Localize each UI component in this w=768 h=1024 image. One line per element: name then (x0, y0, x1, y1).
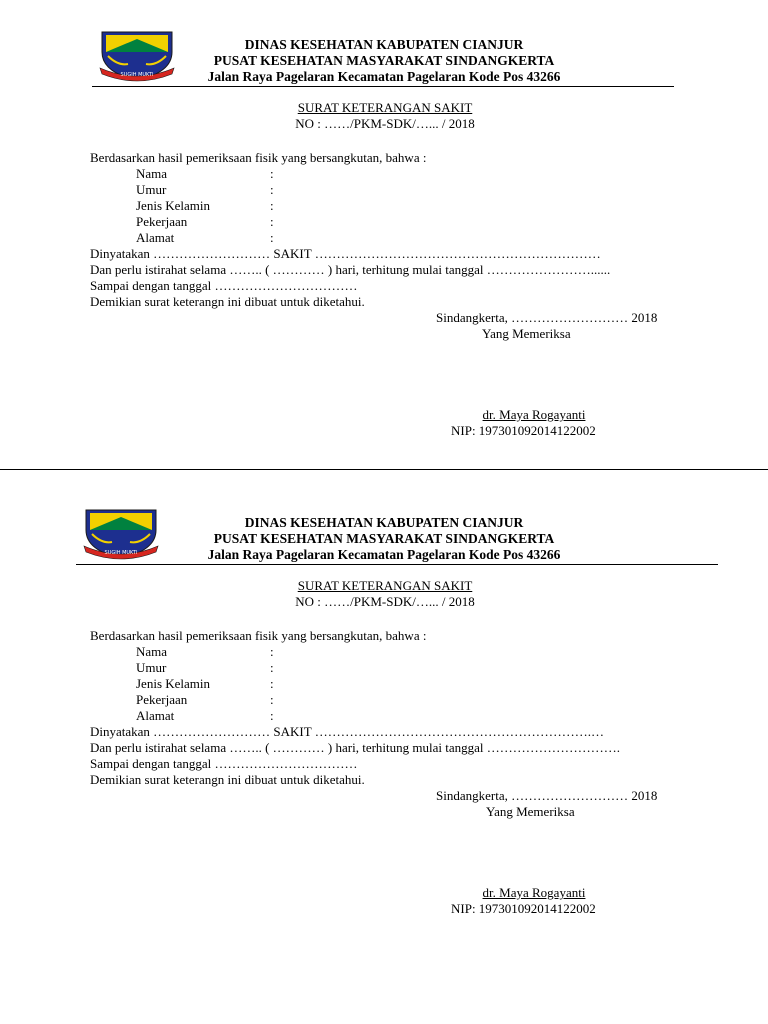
letter-number: NO : ……/PKM-SDK/…... / 2018 (295, 116, 475, 131)
field-label-alamat: Alamat (136, 230, 175, 245)
examiner-title: Yang Memeriksa (482, 326, 571, 341)
header-rule (92, 86, 674, 87)
header-line-3: Jalan Raya Pagelaran Kecamatan Pagelaran Kode Pos 43266 (207, 547, 561, 562)
header-line-1: DINAS KESEHATAN KABUPATEN CIANJUR (244, 37, 524, 52)
field-colon: : (270, 708, 274, 723)
sampai-line: Sampai dengan tanggal …………………………… (90, 278, 358, 293)
letter-copy-1 (0, 0, 768, 470)
logo-motto: SUGIH MUKTI (104, 550, 138, 556)
field-colon: : (270, 692, 274, 707)
field-label-jenis-kelamin: Jenis Kelamin (136, 676, 211, 691)
demikian-line: Demikian surat keterangn ini dibuat untuk diketahui. (90, 772, 365, 787)
cut-line (0, 469, 768, 470)
intro-text: Berdasarkan hasil pemeriksaan fisik yang bersangkutan, bahwa : (90, 628, 427, 643)
field-colon: : (270, 166, 274, 181)
letter-copy-2 (0, 478, 768, 948)
doctor-name: dr. Maya Rogayanti (482, 407, 586, 422)
field-colon: : (270, 676, 274, 691)
place-date: Sindangkerta, ……………………… 2018 (436, 310, 658, 325)
field-colon: : (270, 198, 274, 213)
header-rule (76, 564, 718, 565)
demikian-line: Demikian surat keterangn ini dibuat untuk diketahui. (90, 294, 365, 309)
istirahat-line: Dan perlu istirahat selama …….. ( ………… ) hari, terhitung mulai tanggal …………………………. (90, 740, 621, 755)
place-date: Sindangkerta, ……………………… 2018 (436, 788, 658, 803)
cianjur-emblem-icon (98, 30, 176, 82)
field-label-alamat: Alamat (136, 708, 175, 723)
field-colon: : (270, 644, 274, 659)
field-label-jenis-kelamin: Jenis Kelamin (136, 198, 211, 213)
field-label-umur: Umur (136, 660, 167, 675)
sampai-line: Sampai dengan tanggal …………………………… (90, 756, 358, 771)
dinyatakan-line: Dinyatakan ……………………… SAKIT ……………………………………………………….… (90, 724, 604, 739)
letter-title: SURAT KETERANGAN SAKIT (297, 100, 473, 115)
field-colon: : (270, 660, 274, 675)
istirahat-line: Dan perlu istirahat selama …….. ( ………… ) hari, terhitung mulai tanggal ……………………...... (90, 262, 611, 277)
header-line-1: DINAS KESEHATAN KABUPATEN CIANJUR (244, 515, 524, 530)
cianjur-emblem-icon (82, 508, 160, 560)
field-label-pekerjaan: Pekerjaan (136, 214, 188, 229)
doctor-nip: NIP: 197301092014122002 (451, 423, 596, 438)
letter-number: NO : ……/PKM-SDK/…... / 2018 (295, 594, 475, 609)
field-colon: : (270, 182, 274, 197)
field-colon: : (270, 214, 274, 229)
letter-title: SURAT KETERANGAN SAKIT (297, 578, 473, 593)
examiner-title: Yang Memeriksa (486, 804, 575, 819)
doctor-nip: NIP: 197301092014122002 (451, 901, 596, 916)
logo-motto: SUGIH MUKTI (120, 72, 154, 78)
field-label-umur: Umur (136, 182, 167, 197)
field-colon: : (270, 230, 274, 245)
doctor-name: dr. Maya Rogayanti (482, 885, 586, 900)
header-line-2: PUSAT KESEHATAN MASYARAKAT SINDANGKERTA (213, 53, 555, 68)
field-label-nama: Nama (136, 644, 168, 659)
field-label-nama: Nama (136, 166, 168, 181)
header-line-3: Jalan Raya Pagelaran Kecamatan Pagelaran Kode Pos 43266 (207, 69, 561, 84)
intro-text: Berdasarkan hasil pemeriksaan fisik yang bersangkutan, bahwa : (90, 150, 427, 165)
field-label-pekerjaan: Pekerjaan (136, 692, 188, 707)
dinyatakan-line: Dinyatakan ……………………… SAKIT ………………………………………………………… (90, 246, 601, 261)
header-line-2: PUSAT KESEHATAN MASYARAKAT SINDANGKERTA (213, 531, 555, 546)
